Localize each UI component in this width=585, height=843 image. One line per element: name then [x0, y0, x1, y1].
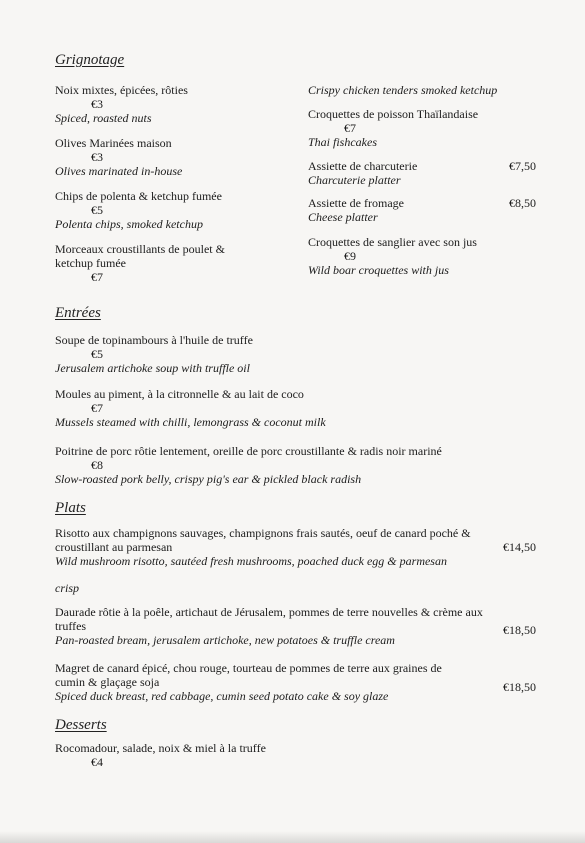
- section-heading-grignotage: Grignotage: [55, 52, 125, 68]
- menu-item: [55, 136, 290, 178]
- menu-item: [55, 83, 290, 125]
- menu-item: [308, 159, 498, 187]
- menu-item: [55, 526, 485, 568]
- item-name-fr: Chips de polenta & ketchup fumée: [55, 189, 222, 203]
- item-name-en: Wild mushroom risotto, sautéed fresh mushrooms, poached duck egg & parmesan: [55, 554, 447, 568]
- item-name-fr: Croquettes de sanglier avec son jus: [308, 235, 477, 249]
- page-bottom-shadow: [0, 831, 585, 843]
- item-name-fr: Moules au piment, à la citronnelle & au lait de coco: [55, 387, 304, 401]
- item-price: €7,50: [509, 159, 536, 173]
- item-price: €18,50: [503, 623, 536, 637]
- item-name-fr: Morceaux croustillants de poulet & ketchup fumée: [55, 242, 225, 270]
- item-name-en-continued: crisp: [55, 581, 79, 595]
- item-name-en: Polenta chips, smoked ketchup: [55, 217, 203, 231]
- item-name-fr: Croquettes de poisson Thaïlandaise: [308, 107, 479, 121]
- item-price: €5: [91, 347, 103, 361]
- section-heading-desserts: Desserts: [55, 717, 107, 733]
- item-price: €18,50: [503, 680, 536, 694]
- menu-item: [55, 189, 290, 231]
- item-name-fr: Olives Marinées maison: [55, 136, 172, 150]
- section-heading-plats: Plats: [55, 500, 86, 516]
- menu-item: [55, 387, 495, 429]
- item-price: €7: [344, 121, 356, 135]
- item-name-en: Spiced duck breast, red cabbage, cumin seed potato cake & soy glaze: [55, 689, 389, 703]
- menu-item: [55, 661, 465, 703]
- item-name-en: Pan-roasted bream, jerusalem artichoke, new potatoes & truffle cream: [55, 633, 395, 647]
- item-name-fr: Noix mixtes, épicées, rôties: [55, 83, 188, 97]
- menu-item: [55, 242, 260, 284]
- item-price: €7: [91, 401, 103, 415]
- item-name-en: Thai fishcakes: [308, 135, 377, 149]
- item-name-en: Olives marinated in-house: [55, 164, 183, 178]
- menu-item: [55, 605, 485, 647]
- item-name-en: Spiced, roasted nuts: [55, 111, 152, 125]
- item-price: €8,50: [509, 196, 536, 210]
- item-name-en: Crispy chicken tenders smoked ketchup: [308, 83, 498, 97]
- item-price: €3: [91, 150, 103, 164]
- menu-item: [55, 741, 495, 769]
- item-name-fr: Poitrine de porc rôtie lentement, oreille de porc croustillante & radis noir mariné: [55, 444, 442, 458]
- item-name-en: Slow-roasted pork belly, crispy pig's ear & pickled black radish: [55, 472, 362, 486]
- item-name-en: Charcuterie platter: [308, 173, 401, 187]
- item-name-en: Wild boar croquettes with jus: [308, 263, 449, 277]
- item-name-fr: Risotto aux champignons sauvages, champignons frais sautés, oeuf de canard poché & croustillant au parmesan: [55, 526, 471, 554]
- section-heading-entrees: Entrées: [55, 305, 101, 321]
- menu-item: [308, 196, 498, 224]
- item-price: €3: [91, 97, 103, 111]
- item-name-en: Mussels steamed with chilli, lemongrass & coconut milk: [55, 415, 326, 429]
- item-name-fr: Assiette de charcuterie: [308, 159, 418, 173]
- menu-item: [308, 107, 498, 149]
- menu-item: [55, 444, 525, 486]
- item-price: €14,50: [503, 540, 536, 554]
- item-price: €4: [91, 755, 103, 769]
- item-name-fr: Daurade rôtie à la poêle, artichaut de Jérusalem, pommes de terre nouvelles & crème aux truffes: [55, 605, 483, 633]
- menu-item: [308, 235, 538, 277]
- menu-item: [308, 83, 538, 97]
- item-price: €7: [91, 270, 103, 284]
- item-name-en: Jerusalem artichoke soup with truffle oil: [55, 361, 250, 375]
- item-name-fr: Magret de canard épicé, chou rouge, tourteau de pommes de terre aux graines de cumin & glaçage soja: [55, 661, 442, 689]
- item-name-fr: Rocomadour, salade, noix & miel à la truffe: [55, 741, 266, 755]
- item-name-en: Cheese platter: [308, 210, 378, 224]
- item-name-fr: Assiette de fromage: [308, 196, 404, 210]
- item-price: €5: [91, 203, 103, 217]
- item-price: €9: [344, 249, 356, 263]
- item-price: €8: [91, 458, 103, 472]
- item-name-fr: Soupe de topinambours à l'huile de truffe: [55, 333, 253, 347]
- menu-item: [55, 333, 495, 375]
